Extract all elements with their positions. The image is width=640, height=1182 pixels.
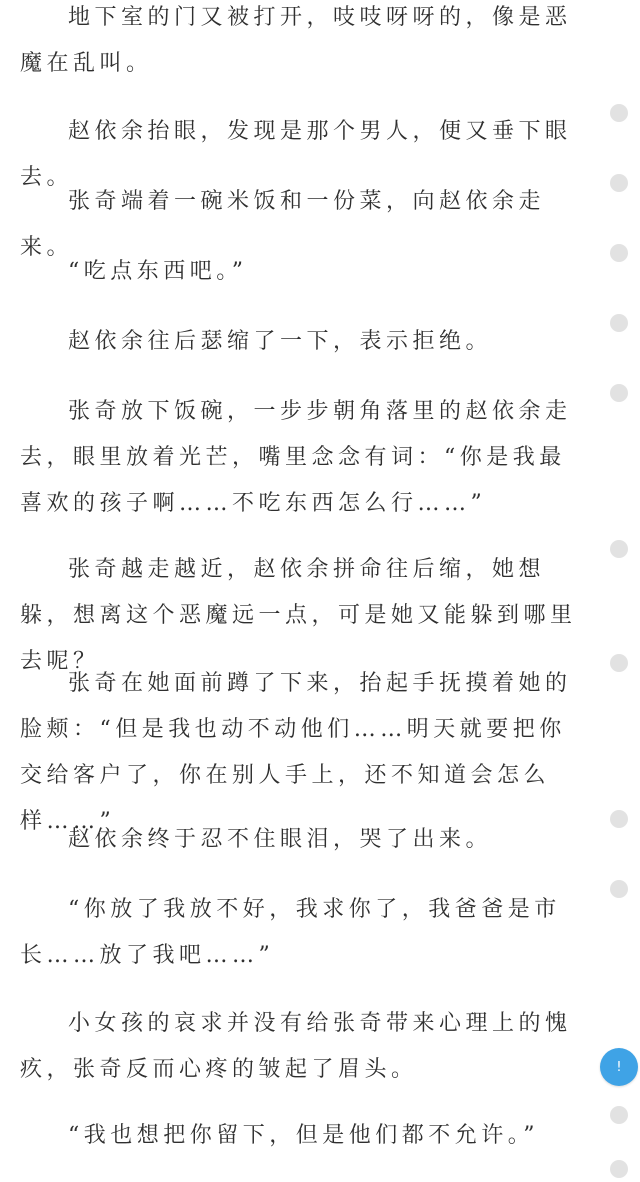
paragraph-marker-rail	[600, 0, 640, 1182]
paragraph-12: “我也想把你留下，但是他们都不允许。”	[68, 1123, 539, 1148]
paragraph-9: 赵依余终于忍不住眼泪，哭了出来。	[68, 827, 493, 852]
paragraph-marker[interactable]	[610, 880, 628, 898]
paragraph-1: 地下室的门又被打开，吱吱呀呀的，像是恶魔在乱叫。	[20, 5, 572, 76]
paragraph-marker[interactable]	[610, 314, 628, 332]
paragraph-5: 赵依余往后瑟缩了一下，表示拒绝。	[68, 329, 493, 354]
paragraph-marker[interactable]	[610, 174, 628, 192]
paragraph-2: 赵依余抬眼，发现是那个男人，便又垂下眼去。	[20, 119, 572, 190]
paragraph-marker[interactable]	[610, 1106, 628, 1124]
paragraph-3: 张奇端着一碗米饭和一份菜，向赵依余走来。	[20, 189, 546, 260]
paragraph-8: 张奇在她面前蹲了下来，抬起手抚摸着她的脸颊：“但是我也动不动他们……明天就要把你交给客户了，你在别人手上，还不知道会怎么样……”	[20, 671, 572, 834]
paragraph-marker[interactable]	[610, 1160, 628, 1178]
paragraph-marker[interactable]	[610, 104, 628, 122]
paragraph-marker[interactable]	[610, 654, 628, 672]
paragraph-marker[interactable]	[610, 244, 628, 262]
paragraph-10: “你放了我放不好，我求你了，我爸爸是市长……放了我吧……”	[20, 897, 561, 968]
active-comment-marker[interactable]: !	[600, 1048, 638, 1086]
paragraph-4: “吃点东西吧。”	[68, 259, 248, 284]
paragraph-marker[interactable]	[610, 384, 628, 402]
paragraph-11: 小女孩的哀求并没有给张奇带来心理上的愧疚，张奇反而心疼的皱起了眉头。	[20, 1011, 572, 1082]
paragraph-marker[interactable]	[610, 540, 628, 558]
paragraph-6: 张奇放下饭碗，一步步朝角落里的赵依余走去，眼里放着光芒，嘴里念念有词：“你是我最喜欢的孩子啊……不吃东西怎么行……”	[20, 399, 572, 516]
paragraph-marker[interactable]	[610, 810, 628, 828]
paragraph-7: 张奇越走越近，赵依余拼命往后缩，她想躲，想离这个恶魔远一点，可是她又能躲到哪里去呢？	[20, 557, 577, 674]
